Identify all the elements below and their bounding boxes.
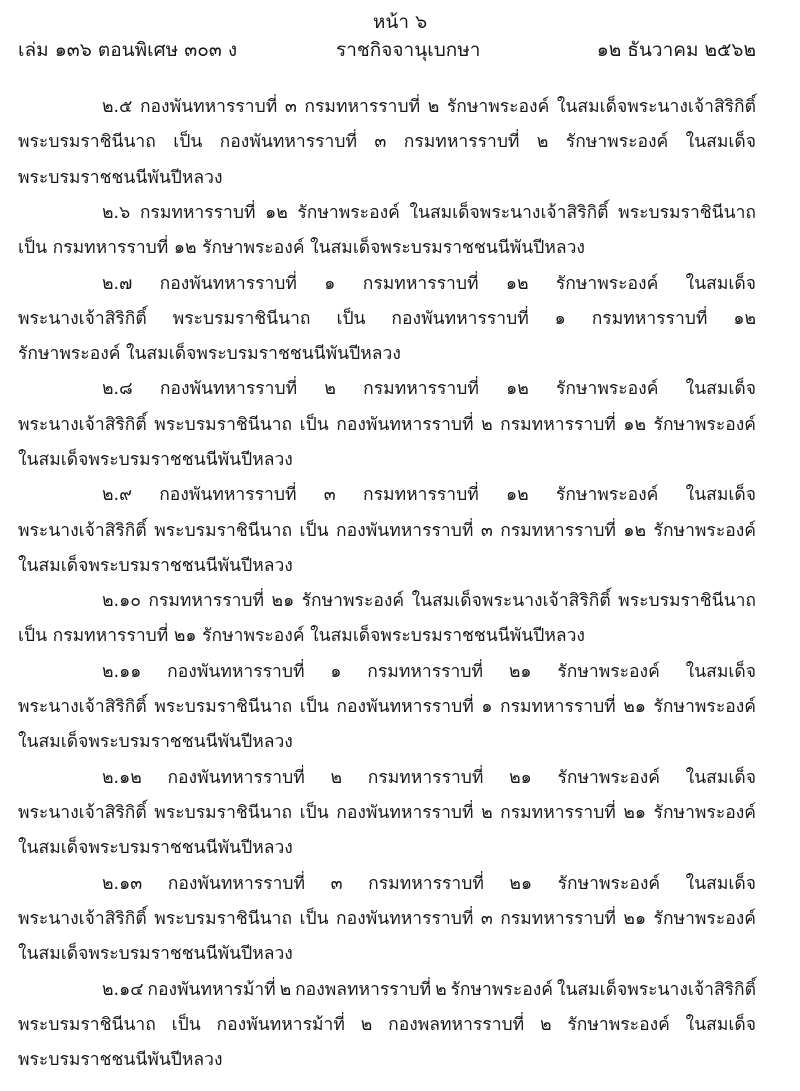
paragraph-line: พระนางเจ้าสิริกิติ์ พระบรมราชินีนาถ เป็น กองพันทหารราบที่ ๑ กรมทหารราบที่ ๑๒	[18, 308, 756, 329]
paragraph-line: เป็น กรมทหารราบที่ ๒๑ รักษาพระองค์ ในสมเด็จพระบรมราชชนนีพันปีหลวง	[18, 626, 585, 647]
paragraph-first-line: ๒.๑๔ กองพันทหารม้าที่ ๒ กองพลทหารราบที่ ๒ รักษาพระองค์ ในสมเด็จพระนางเจ้าสิริกิติ์	[102, 979, 756, 1000]
volume-issue: เล่ม ๑๓๖ ตอนพิเศษ ๓๐๓ ง	[18, 39, 238, 61]
paragraph-line: ในสมเด็จพระบรมราชชนนีพันปีหลวง	[18, 732, 293, 753]
paragraph-line: พระบรมราชินีนาถ เป็น กองพันทหารม้าที่ ๒ กองพลทหารราบที่ ๒ รักษาพระองค์ ในสมเด็จ	[18, 1014, 756, 1035]
paragraph-line: พระนางเจ้าสิริกิติ์ พระบรมราชินีนาถ เป็น กองพันทหารราบที่ ๒ กรมทหารราบที่ ๑๒ รักษาพระองค์	[18, 414, 756, 435]
paragraph-first-line: ๒.๗ กองพันทหารราบที่ ๑ กรมทหารราบที่ ๑๒ รักษาพระองค์ ในสมเด็จ	[102, 273, 756, 294]
paragraph-first-line: ๒.๘ กองพันทหารราบที่ ๒ กรมทหารราบที่ ๑๒ รักษาพระองค์ ในสมเด็จ	[102, 379, 756, 400]
paragraph-line: พระบรมราชชนนีพันปีหลวง	[18, 1050, 223, 1071]
paragraph-first-line: ๒.๑๒ กองพันทหารราบที่ ๒ กรมทหารราบที่ ๒๑ รักษาพระองค์ ในสมเด็จ	[102, 767, 756, 788]
paragraph-first-line: ๒.๙ กองพันทหารราบที่ ๓ กรมทหารราบที่ ๑๒ รักษาพระองค์ ในสมเด็จ	[102, 485, 756, 506]
paragraph-line: พระนางเจ้าสิริกิติ์ พระบรมราชินีนาถ เป็น กองพันทหารราบที่ ๑ กรมทหารราบที่ ๒๑ รักษาพระองค์	[18, 697, 756, 718]
paragraph-line: เป็น กรมทหารราบที่ ๑๒ รักษาพระองค์ ในสมเด็จพระบรมราชชนนีพันปีหลวง	[18, 238, 585, 259]
paragraph-line: พระบรมราชินีนาถ เป็น กองพันทหารราบที่ ๓ กรมทหารราบที่ ๒ รักษาพระองค์ ในสมเด็จ	[18, 132, 756, 153]
paragraph-line: ในสมเด็จพระบรมราชชนนีพันปีหลวง	[18, 555, 293, 576]
paragraph-line: ในสมเด็จพระบรมราชชนนีพันปีหลวง	[18, 449, 293, 470]
paragraph-line: ในสมเด็จพระบรมราชชนนีพันปีหลวง	[18, 944, 293, 965]
publication-name: ราชกิจจานุเบกษา	[336, 39, 481, 61]
paragraph-first-line: ๒.๑๑ กองพันทหารราบที่ ๑ กรมทหารราบที่ ๒๑ รักษาพระองค์ ในสมเด็จ	[102, 661, 756, 682]
paragraph-line: พระบรมราชชนนีพันปีหลวง	[18, 167, 223, 188]
gazette-header	[18, 37, 756, 63]
paragraph-line: ในสมเด็จพระบรมราชชนนีพันปีหลวง	[18, 838, 293, 859]
paragraph-line: พระนางเจ้าสิริกิติ์ พระบรมราชินีนาถ เป็น กองพันทหารราบที่ ๒ กรมทหารราบที่ ๒๑ รักษาพระองค์	[18, 802, 756, 823]
paragraph-first-line: ๒.๑๓ กองพันทหารราบที่ ๓ กรมทหารราบที่ ๒๑ รักษาพระองค์ ในสมเด็จ	[102, 873, 756, 894]
paragraph-line: พระนางเจ้าสิริกิติ์ พระบรมราชินีนาถ เป็น กองพันทหารราบที่ ๓ กรมทหารราบที่ ๑๒ รักษาพระองค์	[18, 520, 756, 541]
paragraph-first-line: ๒.๖ กรมทหารราบที่ ๑๒ รักษาพระองค์ ในสมเด็จพระนางเจ้าสิริกิติ์ พระบรมราชินีนาถ	[102, 202, 756, 223]
paragraph-first-line: ๒.๕ กองพันทหารราบที่ ๓ กรมทหารราบที่ ๒ รักษาพระองค์ ในสมเด็จพระนางเจ้าสิริกิติ์	[102, 97, 756, 117]
paragraph-line: พระนางเจ้าสิริกิติ์ พระบรมราชินีนาถ เป็น กองพันทหารราบที่ ๓ กรมทหารราบที่ ๒๑ รักษาพระองค์	[18, 908, 756, 929]
paragraph-line: รักษาพระองค์ ในสมเด็จพระบรมราชชนนีพันปีหลวง	[18, 344, 401, 365]
page-number: หน้า ๖	[372, 11, 428, 33]
paragraph-first-line: ๒.๑๐ กรมทหารราบที่ ๒๑ รักษาพระองค์ ในสมเด็จพระนางเจ้าสิริกิติ์ พระบรมราชินีนาถ	[102, 591, 756, 612]
publication-date: ๑๒ ธันวาคม ๒๕๖๒	[596, 39, 756, 61]
